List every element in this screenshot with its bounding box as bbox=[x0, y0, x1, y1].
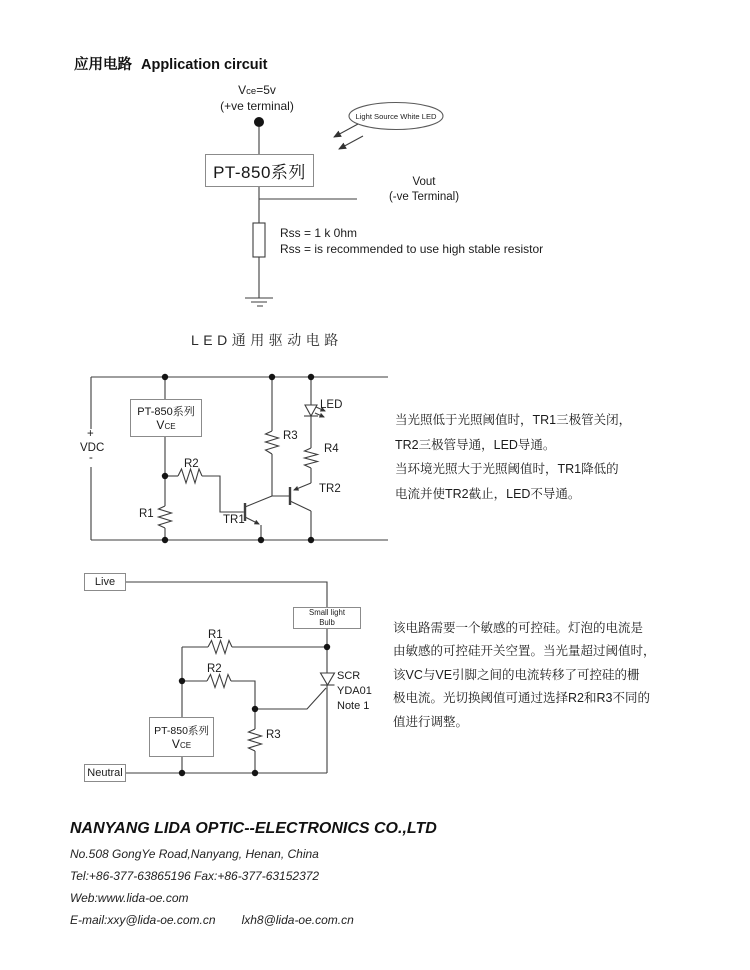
live-terminal-box bbox=[84, 573, 126, 591]
led-circuit-description bbox=[395, 408, 631, 506]
neutral-label: Neutral bbox=[87, 767, 123, 779]
resistor-r2-symbol bbox=[178, 469, 202, 483]
positive-terminal-label: (+ve terminal) bbox=[220, 99, 294, 113]
resistor-r2-symbol bbox=[207, 675, 231, 688]
rss-resistor-symbol bbox=[253, 223, 265, 257]
company-web: Web:www.lida-oe.com bbox=[70, 891, 189, 905]
r2-label: R2 bbox=[184, 458, 199, 470]
company-name: NANYANG LIDA OPTIC--ELECTRONICS CO.,LTD bbox=[70, 820, 437, 837]
scr-model-label: YDA01 bbox=[337, 684, 372, 697]
small-light-bulb-box bbox=[293, 607, 361, 629]
description-line: 当光照低于光照阈值时，TR1三极管关闭， bbox=[395, 413, 632, 427]
description-line: TR2三极管导通，LED导通。 bbox=[395, 437, 556, 452]
description-line: 电流并使TR2截止，LED不导通。 bbox=[395, 486, 581, 501]
transistor-tr1-symbol bbox=[245, 496, 272, 540]
rss-note-label: Rss = is recommended to use high stable resistor bbox=[280, 242, 544, 256]
resistor-r4-symbol bbox=[305, 448, 318, 468]
device-label: PT-850系列 bbox=[154, 724, 209, 737]
light-source-label: Light Source White LED bbox=[355, 111, 437, 121]
device-label: PT-850系列 bbox=[213, 163, 306, 182]
page-title bbox=[74, 53, 268, 74]
description-line: 该电路需要一个敏感的可控硅。灯泡的电流是 bbox=[393, 621, 644, 635]
led-label: LED bbox=[320, 399, 343, 411]
r2-label: R2 bbox=[207, 663, 222, 675]
positive-terminal-dot bbox=[254, 117, 264, 127]
r1-label: R1 bbox=[139, 508, 154, 520]
resistor-r1-symbol bbox=[208, 641, 232, 654]
description-line: 极电流。光切换阈值可通过选择R2和R3不同的 bbox=[393, 691, 650, 706]
resistor-r3-symbol bbox=[249, 729, 262, 751]
vdc-plus-label: + bbox=[87, 428, 94, 440]
description-line: 当环境光照大于光照阈值时，TR1降低的 bbox=[395, 462, 619, 476]
vdc-label: VDC bbox=[80, 442, 105, 454]
description-line: 由敏感的可控硅开关空置。当光量超过阈值时， bbox=[393, 644, 656, 659]
scr-symbol bbox=[321, 673, 335, 773]
supply-voltage-label: Vce=5v bbox=[238, 83, 276, 97]
description-line: 该VC与VE引脚之间的电流转移了可控硅的栅 bbox=[393, 667, 640, 682]
r3-label: R3 bbox=[283, 430, 298, 442]
description-line: 值进行调整。 bbox=[393, 714, 469, 729]
r4-label: R4 bbox=[324, 443, 339, 455]
page-title-en: Application circuit bbox=[141, 57, 268, 73]
rss-value-label: Rss = 1 k 0hm bbox=[280, 226, 358, 240]
r1-label: R1 bbox=[208, 629, 223, 641]
neutral-terminal-box bbox=[84, 764, 126, 782]
ground-symbol bbox=[245, 298, 273, 306]
vout-terminal-label: (-ve Terminal) bbox=[388, 191, 460, 203]
email-primary: E-mail:xxy@lida-oe.com.cn bbox=[70, 913, 216, 927]
live-label: Live bbox=[94, 576, 116, 588]
pt850-vce-box bbox=[130, 399, 202, 437]
page-title-zh: 应用电路 bbox=[74, 57, 132, 73]
pt850-device-box bbox=[205, 154, 314, 187]
scr-note-label: Note 1 bbox=[337, 699, 370, 712]
company-address: No.508 GongYe Road,Nanyang, Henan, China bbox=[70, 847, 319, 861]
email-secondary: lxh8@lida-oe.com.cn bbox=[241, 913, 354, 927]
scr-circuit-description bbox=[393, 617, 656, 734]
r3-label: R3 bbox=[266, 729, 281, 741]
vce-label: VCE bbox=[156, 418, 176, 432]
bulb-label: Small light Bulb bbox=[309, 608, 345, 627]
company-email bbox=[70, 913, 354, 927]
device-label: PT-850系列 bbox=[137, 406, 195, 418]
resistor-r3-symbol bbox=[266, 431, 279, 454]
led-driver-heading: LED通用驱动电路 bbox=[191, 332, 343, 348]
tr1-label: TR1 bbox=[223, 514, 245, 526]
tr2-label: TR2 bbox=[319, 483, 341, 495]
circuit1-wires bbox=[245, 103, 443, 307]
resistor-r1-symbol bbox=[159, 506, 172, 528]
vout-label: Vout bbox=[412, 176, 436, 188]
company-telfax: Tel:+86-377-63865196 Fax:+86-377-63152372 bbox=[70, 869, 320, 883]
scr-labels bbox=[337, 669, 372, 713]
vdc-minus-label: - bbox=[89, 452, 93, 464]
vce-label: VCE bbox=[171, 736, 192, 751]
transistor-tr2-symbol bbox=[290, 468, 311, 540]
scr-label: SCR bbox=[337, 670, 361, 682]
pt850-vce-box bbox=[149, 717, 214, 757]
